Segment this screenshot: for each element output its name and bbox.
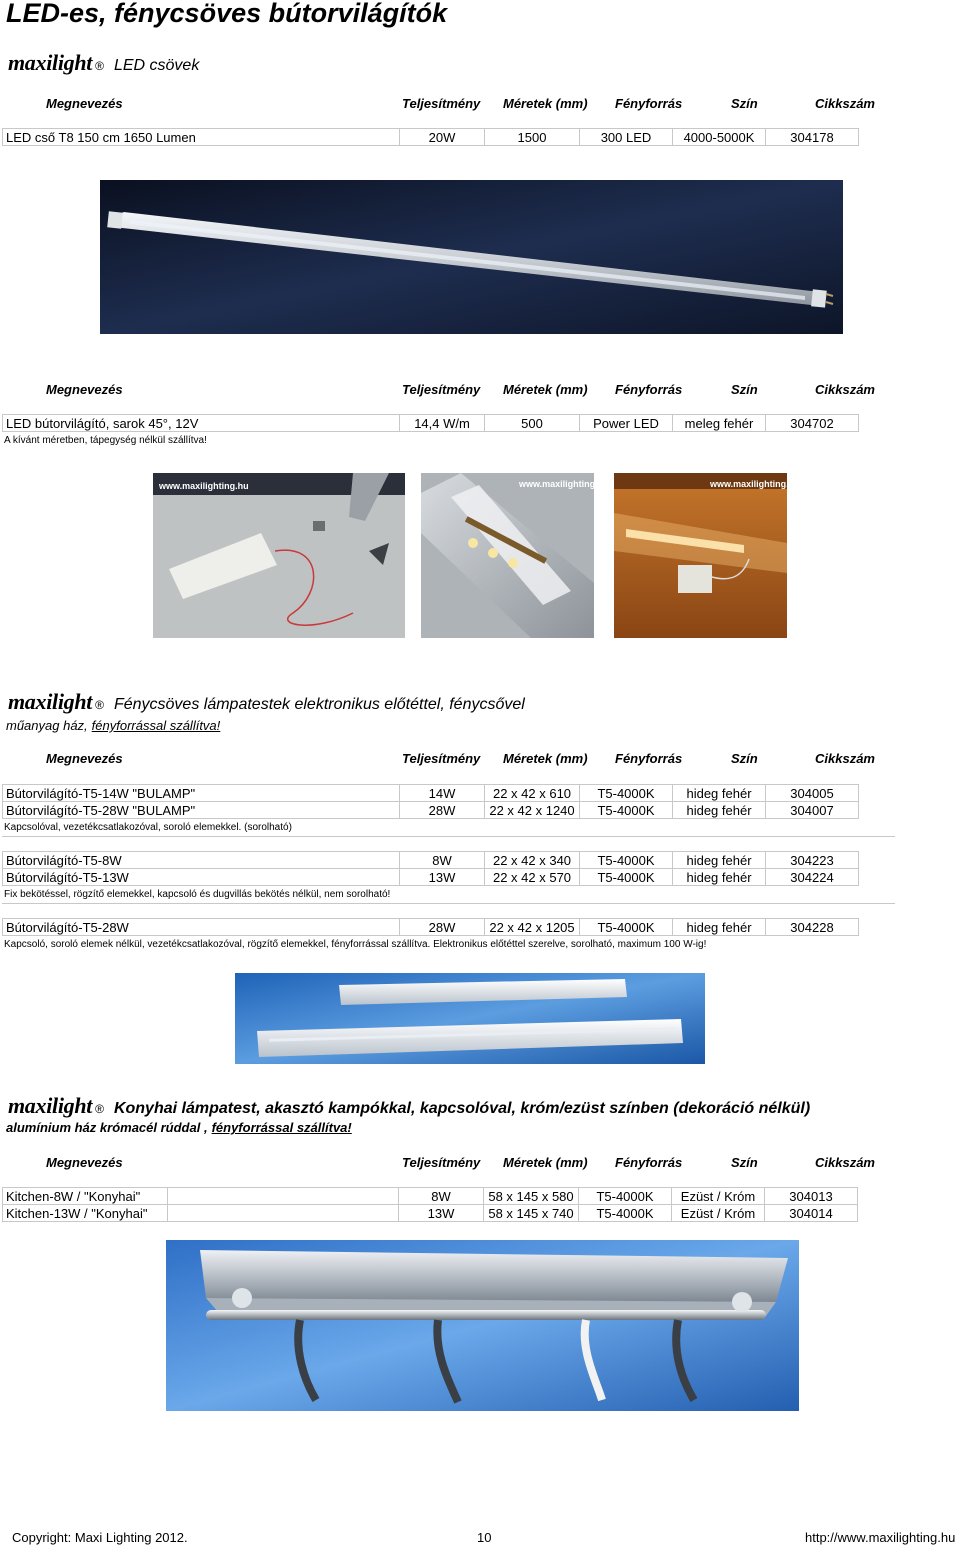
section-header-fluorescent [8,689,525,715]
footer-page-number: 10 [477,1530,492,1545]
product-name: Bútorvilágító-T5-14W "BULAMP" [3,785,400,802]
product-color: hideg fehér [673,852,766,869]
product-table-kitchen [2,1187,858,1222]
product-power: 28W [400,919,485,936]
column-header-color: Szín [731,751,758,766]
column-header-dims: Méretek (mm) [503,382,588,397]
brand-logo: maxilight [8,1093,93,1118]
column-header-color: Szín [731,1155,758,1170]
product-color: meleg fehér [673,415,766,432]
column-header-power: Teljesítmény [402,751,481,766]
table-row [3,129,859,146]
product-dims: 1500 [485,129,580,146]
product-note: Fix bekötéssel, rögzítő elemekkel, kapcsoló és dugvillás bekötés nélkül, nem sorolható! [4,889,391,900]
product-power: 20W [400,129,485,146]
column-header-color: Szín [731,96,758,111]
registered-mark: ® [95,698,104,712]
product-power: 28W [400,802,485,819]
column-header-dims: Méretek (mm) [503,751,588,766]
subtitle-text: műanyag ház, [6,718,88,733]
section-subtitle [6,718,220,733]
fluorescent-fixtures-photo [235,973,705,1064]
column-header-code: Cikkszám [815,751,875,766]
section-title: Konyhai lámpatest, akasztó kampókkal, kapcsolóval, króm/ezüst színben (dekoráció nélkül) [113,1100,811,1117]
product-code: 304223 [766,852,859,869]
section-header-kitchen [8,1093,810,1119]
subtitle-text: alumínium ház krómacél rúddal , [6,1120,208,1135]
column-header-source: Fényforrás [615,96,683,111]
table-row [3,785,859,802]
table-row [3,852,859,869]
product-name: Bútorvilágító-T5-28W "BULAMP" [3,802,400,819]
product-dims: 22 x 42 x 1205 [485,919,580,936]
column-header-source: Fényforrás [615,751,683,766]
subtitle-underlined: fényforrással szállítva! [91,718,221,733]
product-color: hideg fehér [673,802,766,819]
section-title: LED csövek [113,57,200,74]
registered-mark: ® [95,1102,104,1116]
product-name: LED bútorvilágító, sarok 45°, 12V [3,415,400,432]
column-header-dims: Méretek (mm) [503,1155,588,1170]
column-header-name: Megnevezés [46,751,123,766]
section-subtitle [6,1120,352,1135]
column-header-name: Megnevezés [46,1155,123,1170]
led-kit-photo [153,473,405,638]
column-header-name: Megnevezés [46,382,123,397]
product-dims: 58 x 145 x 580 [484,1188,579,1205]
product-table-led-tubes [2,128,859,146]
watermark: www.maxilighting.hu [519,479,609,489]
table-row [3,1188,858,1205]
table-row [3,869,859,886]
column-header-row [0,96,900,114]
product-dims: 22 x 42 x 610 [485,785,580,802]
subtitle-underlined: fényforrással szállítva! [211,1120,352,1135]
product-source: T5-4000K [580,785,673,802]
note-divider [2,903,895,904]
column-header-power: Teljesítmény [402,382,481,397]
product-power: 14W [400,785,485,802]
product-code: 304702 [766,415,859,432]
product-name: Kitchen-8W / "Konyhai" [3,1188,168,1205]
product-power: 14,4 W/m [400,415,485,432]
brand-logo: maxilight [8,50,93,75]
product-source: T5-4000K [579,1205,672,1222]
footer-copyright: Copyright: Maxi Lighting 2012. [12,1530,188,1545]
product-name: Bútorvilágító-T5-8W [3,852,400,869]
product-table-t5-fixed [2,851,859,886]
product-color: Ezüst / Króm [672,1205,765,1222]
section-title: Fénycsöves lámpatestek elektronikus előtéttel, fénycsővel [113,696,525,713]
product-power: 8W [399,1188,484,1205]
product-color: hideg fehér [673,919,766,936]
product-source: T5-4000K [580,919,673,936]
led-profile-photo [421,473,609,638]
footer-url[interactable]: http://www.maxilighting.hu [805,1530,956,1545]
product-color: Ezüst / Króm [672,1188,765,1205]
column-header-code: Cikkszám [815,382,875,397]
product-source: Power LED [580,415,673,432]
product-dims: 22 x 42 x 1240 [485,802,580,819]
table-row [3,1205,858,1222]
product-name: Kitchen-13W / "Konyhai" [3,1205,168,1222]
column-header-dims: Méretek (mm) [503,96,588,111]
column-header-color: Szín [731,382,758,397]
led-tube-photo [100,180,843,334]
product-source: T5-4000K [579,1188,672,1205]
product-source: T5-4000K [580,869,673,886]
registered-mark: ® [95,59,104,73]
led-lit-cabinet-photo [614,473,800,638]
product-dims: 58 x 145 x 740 [484,1205,579,1222]
column-header-row [0,1155,900,1173]
product-note: A kívánt méretben, tápegység nélkül szállítva! [4,435,207,446]
product-code: 304224 [766,869,859,886]
product-color: hideg fehér [673,869,766,886]
table-row [3,802,859,819]
product-name: LED cső T8 150 cm 1650 Lumen [3,129,400,146]
table-spacer [168,1188,399,1205]
product-table-bulamp [2,784,859,819]
product-note: Kapcsoló, soroló elemek nélkül, vezetékcsatlakozóval, rögzítő elemekkel, fényforrással szállítva. Elektronikus előtéttel szerelve, sorolható, maximum 100 W-ig! [4,939,707,950]
product-name: Bútorvilágító-T5-13W [3,869,400,886]
product-note: Kapcsolóval, vezetékcsatlakozóval, soroló elemekkel. (sorolható) [4,822,292,833]
product-source: 300 LED [580,129,673,146]
product-table-led-corner [2,414,859,432]
product-color: 4000-5000K [673,129,766,146]
product-code: 304007 [766,802,859,819]
column-header-code: Cikkszám [815,1155,875,1170]
product-dims: 500 [485,415,580,432]
product-table-t5-28w [2,918,859,936]
product-code: 304005 [766,785,859,802]
product-code: 304178 [766,129,859,146]
table-spacer [168,1205,399,1222]
column-header-source: Fényforrás [615,382,683,397]
product-name: Bútorvilágító-T5-28W [3,919,400,936]
kitchen-lamp-photo [166,1240,799,1411]
watermark: www.maxilighting.hu [159,481,249,491]
product-power: 13W [400,869,485,886]
product-code: 304228 [766,919,859,936]
column-header-row [0,382,900,400]
page-title: LED-es, fénycsöves bútorvilágítók [6,0,448,28]
product-source: T5-4000K [580,852,673,869]
note-divider [2,836,895,837]
product-source: T5-4000K [580,802,673,819]
column-header-source: Fényforrás [615,1155,683,1170]
column-header-row [0,751,900,769]
brand-logo: maxilight [8,689,93,714]
section-header-led-tubes [8,50,199,76]
product-dims: 22 x 42 x 570 [485,869,580,886]
product-power: 8W [400,852,485,869]
product-code: 304014 [765,1205,858,1222]
watermark: www.maxilighting.hu [710,479,800,489]
product-power: 13W [399,1205,484,1222]
product-color: hideg fehér [673,785,766,802]
product-dims: 22 x 42 x 340 [485,852,580,869]
table-row [3,415,859,432]
table-row [3,919,859,936]
column-header-power: Teljesítmény [402,1155,481,1170]
column-header-code: Cikkszám [815,96,875,111]
product-code: 304013 [765,1188,858,1205]
column-header-power: Teljesítmény [402,96,481,111]
column-header-name: Megnevezés [46,96,123,111]
